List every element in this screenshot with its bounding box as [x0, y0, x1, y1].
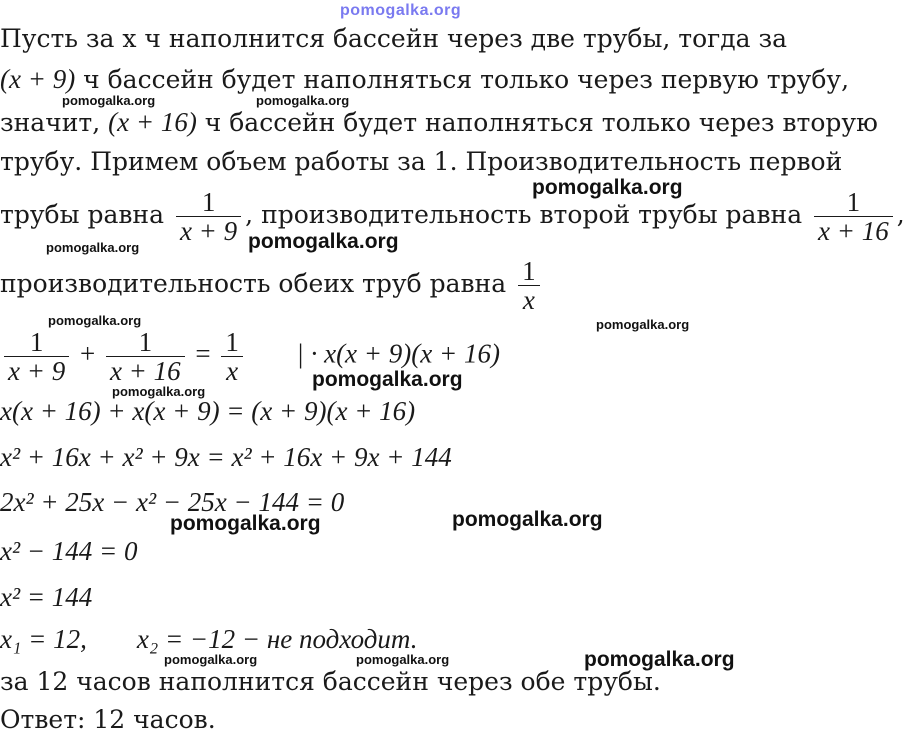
- root-2: x₂ = −12 − не подходит.: [136, 624, 418, 654]
- watermark: pomogalka.org: [112, 384, 206, 399]
- watermark: pomogalka.org: [48, 313, 142, 328]
- watermark: pomogalka.org: [46, 240, 140, 255]
- fraction-denominator: x + 9: [8, 356, 66, 386]
- text-line-4: трубу. Примем объем работы за 1. Производительность первой: [0, 147, 843, 176]
- equation-6: x² = 144: [0, 582, 93, 612]
- fraction-numerator: 1: [814, 188, 893, 217]
- watermark: pomogalka.org: [62, 93, 156, 108]
- multiplier-note: | · x(x + 9)(x + 16): [296, 338, 500, 369]
- fraction-first-pipe: [176, 188, 241, 245]
- fraction-denominator: x: [522, 285, 535, 315]
- text-line-3-rest: ч бассейн будет наполняться только через вторую: [196, 108, 878, 137]
- text-line-1: Пусть за x ч наполнится бассейн через две трубы, тогда за: [0, 24, 788, 53]
- watermark: pomogalka.org: [248, 230, 399, 253]
- text-line-2: [0, 64, 849, 95]
- watermark: pomogalka.org: [584, 648, 735, 671]
- fraction-second-pipe: [814, 188, 893, 245]
- watermark: pomogalka.org: [356, 652, 450, 667]
- text-line-5-a: трубы равна: [0, 200, 164, 229]
- equation-4: 2x² + 25x − x² − 25x − 144 = 0: [0, 487, 345, 517]
- text-line-6-text: производительность обеих труб равна: [0, 269, 507, 298]
- answer-text: Ответ: 12 часов.: [0, 705, 216, 734]
- fraction-numerator: 1: [4, 328, 69, 357]
- text-line-3: [0, 107, 878, 138]
- fraction-numerator: 1: [221, 328, 243, 357]
- fraction-denominator: x + 16: [109, 356, 181, 386]
- fraction-denominator: x + 16: [818, 216, 889, 246]
- watermark: pomogalka.org: [256, 93, 350, 108]
- text-line-5: [0, 188, 905, 245]
- text-line-5-b: , производительность второй трубы равна: [245, 200, 803, 229]
- fraction-denominator: x + 9: [179, 216, 238, 246]
- watermark: pomogalka.org: [170, 512, 321, 535]
- watermark: pomogalka.org: [532, 176, 683, 199]
- fraction-denominator: x: [226, 356, 239, 386]
- watermark-top: pomogalka.org: [340, 2, 462, 19]
- conclusion-text: за 12 часов наполнится бассейн через обе трубы.: [0, 667, 661, 696]
- fraction-both-pipes: [518, 257, 540, 314]
- equation-7: [0, 624, 418, 654]
- fraction-term-1: [4, 328, 69, 385]
- text-line-2-rest: ч бассейн будет наполняться только через первую трубу,: [75, 65, 850, 94]
- watermark: pomogalka.org: [596, 317, 690, 332]
- fraction-term-2: [106, 328, 185, 385]
- text-line-3-start: значит,: [0, 108, 109, 137]
- expr-x-plus-9: (x + 9): [0, 64, 76, 94]
- fraction-numerator: 1: [176, 188, 241, 217]
- watermark: pomogalka.org: [164, 652, 258, 667]
- watermark: pomogalka.org: [452, 508, 603, 531]
- fraction-term-3: [221, 328, 243, 385]
- text-line-6: [0, 257, 544, 314]
- fraction-numerator: 1: [106, 328, 185, 357]
- equals-sign: =: [195, 338, 211, 369]
- fraction-numerator: 1: [518, 257, 540, 286]
- expr-x-plus-16: (x + 16): [108, 107, 197, 137]
- text-line-5-c: ,: [896, 200, 905, 229]
- root-1: x₁ = 12,: [0, 624, 87, 654]
- watermark: pomogalka.org: [312, 368, 463, 391]
- plus-sign: +: [79, 338, 96, 369]
- equation-2: x(x + 16) + x(x + 9) = (x + 9)(x + 16): [0, 396, 416, 426]
- equation-5: x² − 144 = 0: [0, 536, 138, 566]
- equation-3: x² + 16x + x² + 9x = x² + 16x + 9x + 144: [0, 442, 452, 472]
